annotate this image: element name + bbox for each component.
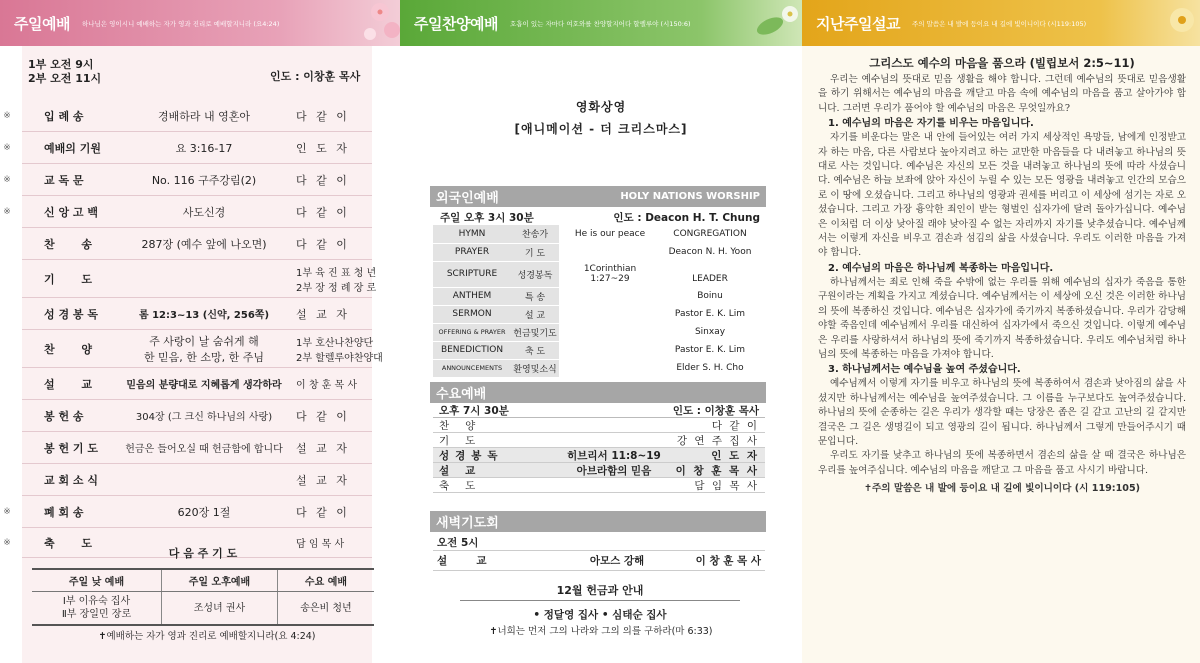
intl-right: Elder S. H. Cho bbox=[676, 363, 744, 373]
intl-left bbox=[562, 264, 658, 284]
banner-subtitle: 호흡이 있는 자마다 여호와를 찬양할지어다 할렐루야 (시150:6) bbox=[509, 19, 691, 28]
service-item bbox=[3, 132, 372, 164]
movie-notice bbox=[400, 96, 802, 140]
content-line: 287장 (예수 앞에 나오면) bbox=[141, 237, 267, 251]
service-item bbox=[22, 228, 372, 260]
footer-verse: ✝너희는 먼저 그의 나라와 그의 의를 구하라(마 6:33) bbox=[489, 626, 713, 637]
international-worship-info bbox=[440, 210, 760, 225]
intl-row bbox=[433, 287, 765, 305]
intl-detail bbox=[559, 323, 765, 341]
service-times bbox=[28, 58, 101, 86]
sermon-banner bbox=[802, 0, 1200, 46]
wednesday-worship-header bbox=[430, 382, 766, 403]
next-week-prayer-table bbox=[32, 568, 374, 626]
sunday-worship-banner bbox=[0, 0, 400, 46]
intl-left-line: He is our peace bbox=[574, 228, 646, 239]
person-line: 2부 장 정 례 장 로 bbox=[296, 282, 377, 294]
service-item-person bbox=[294, 108, 372, 124]
dawn-item: 설 교 bbox=[437, 555, 487, 567]
service-item-person bbox=[294, 264, 377, 294]
service-item-person bbox=[294, 334, 383, 364]
service-item bbox=[22, 464, 372, 496]
intl-item-en: SCRIPTURE bbox=[433, 261, 511, 287]
intl-item-en: PRAYER bbox=[433, 243, 511, 261]
prayer-cell: 송은비 청년 bbox=[277, 592, 374, 626]
service-item bbox=[22, 400, 372, 432]
section-title: 외국인예배 bbox=[436, 191, 499, 206]
sermon-intro: 우리는 예수님의 뜻대로 믿음 생활을 해야 합니다. 그런데 예수님의 뜻대로 믿음생활을 하기 위해서는 예수님의 마음을 깨닫고 마음 속에 예수님의 마음을 품고 살아가야 합니다. 그러면 우리가 품어야 할 예수님의 마음은 무엇일까요? bbox=[818, 74, 1186, 114]
wed-time: 오후 7시 30분 bbox=[439, 405, 509, 417]
person-line: 1부 육 진 표 청 년 bbox=[296, 267, 377, 279]
service-item-title: 입 례 송 bbox=[44, 109, 84, 123]
service-item-title: 예배의 기원 bbox=[44, 141, 101, 155]
person-line: 설 교 자 bbox=[296, 307, 350, 321]
service-item-title: 찬 양 bbox=[44, 342, 93, 356]
intl-detail bbox=[559, 305, 765, 323]
dawn-prayer-header bbox=[430, 511, 766, 532]
wed-person: 다 같 이 bbox=[711, 419, 759, 432]
prayer-header: 수요 예배 bbox=[277, 569, 374, 592]
service-item-person bbox=[294, 440, 372, 456]
sermon-paragraph-3: 예수님께서 이렇게 자기를 비우고 하나님의 뜻에 복종하여서 겸손과 낮아짐의 삶을 사셨지만 하나님께서는 예수님을 높여주셨습니다. 그 이름을 누구보다도 높여주셨습니다. 하나님의 뜻에 순종하는 길은 우리가 생각할 때는 당장은 좁은 길 같고 고난의 길 같지만 결국은 그 길은 생명길이 되고 영광의 길이 됩니다. 하나님께서 그렇게 만들어주시기 때문입니다. bbox=[818, 378, 1186, 447]
sermon-paragraph-4: 우리도 자기를 낮추고 하나님의 뜻에 복종하면서 겸손의 삶을 살 때 결국은 하나님은 우리를 높여주십니다. 예수님의 마음을 깨닫고 그 마음을 품고 사시기 바랍니다. bbox=[818, 450, 1186, 476]
praise-worship-banner bbox=[400, 0, 802, 46]
service-item-title: 찬 송 bbox=[44, 237, 93, 251]
content-line: 한 믿음, 한 소망, 한 주님 bbox=[143, 350, 265, 364]
intl-item-en: HYMN bbox=[433, 225, 511, 243]
intl-item-ko: 특 송 bbox=[511, 287, 559, 305]
sermon-paragraph-1: 자기를 비운다는 말은 내 안에 들어있는 여러 가지 세상적인 욕망들, 남에게 인정받고자 하는 마음, 다른 사람보다 높아지려고 하는 교만한 마음들을 다 내려놓고 하나님의 뜻대로 사는 것입니다. 예수님은 자신의 모든 것을 내려놓고 하나님의 뜻에 따라 사셨습니다. 예수님은 하늘 보좌에 앉아 자신이 누릴 수 있는 모든 영광을 내려놓고 인간의 모습으로 이 땅에 오셨습니다. 그리고 하나님의 영광과 권세를 버리고 이 세상에 섬기는 자로 오셨습니다. 그리고 가장 흉악한 죄인이 받는 형벌인 십자가에 달려 돌아가십니다. 예수님은 이처럼 더 이상 낮아질 래야 낮아질 수 없는 자리까지 자기를 낮추셨습니다. 예수님께서는 이렇게 자신을 비우고 겸손과 섬김의 삶을 사셨습니다. 우리도 이러한 마음을 가져야 합니다. bbox=[818, 132, 1186, 259]
prayer-name: Ⅱ부 장일민 장로 bbox=[61, 609, 132, 620]
service-item-person bbox=[294, 376, 372, 391]
service-item-title: 교 회 소 식 bbox=[44, 473, 98, 487]
offering-names: • 정달영 집사 • 심태순 집사 bbox=[533, 609, 667, 621]
intl-right: Pastor E. K. Lim bbox=[674, 309, 746, 319]
intl-row bbox=[433, 261, 765, 287]
international-worship-header bbox=[430, 186, 766, 207]
sermon-point-2: 2. 예수님의 마음은 하나님께 복종하는 마음입니다. bbox=[828, 262, 1054, 274]
wednesday-rows bbox=[433, 418, 765, 493]
intl-row bbox=[433, 341, 765, 359]
service-item-content bbox=[114, 108, 294, 124]
intl-row bbox=[433, 305, 765, 323]
service-item bbox=[22, 260, 377, 298]
service-item-title: 폐 회 송 bbox=[44, 505, 84, 519]
service-item-content bbox=[114, 440, 294, 455]
service-item-content bbox=[114, 236, 294, 252]
sermon-verse: ✝주의 말씀은 내 발에 등이요 내 길에 빛이니이다 (시 119:105) bbox=[863, 483, 1141, 495]
sermon-title: 그리스도 예수의 마음을 품으라 (빌립보서 2:5~11) bbox=[869, 56, 1135, 70]
offering-notice bbox=[460, 582, 740, 622]
wed-leader: 인도 : 이창훈 목사 bbox=[672, 405, 759, 417]
service-item-person bbox=[294, 306, 372, 322]
banner-subtitle: 하나님은 영이시니 예배하는 자가 영과 진리로 예배할지니라 (요4:24) bbox=[81, 19, 280, 28]
standing-mark: ※ bbox=[3, 206, 11, 217]
wednesday-worship bbox=[433, 403, 765, 493]
section-title: 수요예배 bbox=[436, 387, 487, 402]
service-item bbox=[3, 496, 372, 528]
service-item bbox=[3, 196, 372, 228]
intl-item-en: OFFERING & PRAYER bbox=[433, 323, 511, 341]
movie-subtitle: [애니메이션 - 더 크리스마스] bbox=[514, 122, 688, 136]
person-line: 설 교 자 bbox=[296, 441, 350, 455]
content-line: 롬 12:3~13 (신약, 256쪽) bbox=[138, 310, 270, 321]
person-line: 다 같 이 bbox=[296, 109, 350, 123]
sermon-text bbox=[818, 55, 1186, 497]
intl-left-line: 1:27~29 bbox=[590, 274, 630, 284]
service-item-person bbox=[294, 140, 372, 156]
service-leader: 인도 : 이창훈 목사 bbox=[270, 70, 361, 83]
service-item-title: 봉 헌 송 bbox=[44, 409, 84, 423]
content-line: 믿음의 분량대로 지혜롭게 생각하라 bbox=[126, 380, 282, 391]
service-item-title: 교 독 문 bbox=[44, 173, 84, 187]
service-item bbox=[22, 368, 372, 400]
service-item-content bbox=[114, 376, 294, 391]
service-item-person bbox=[294, 504, 372, 520]
leaf-flower-icon bbox=[732, 0, 802, 46]
intl-item-en: ANTHEM bbox=[433, 287, 511, 305]
intl-item-ko: 축 도 bbox=[511, 341, 559, 359]
wed-person: 인 도 자 bbox=[711, 449, 759, 462]
service-time-2: 2부 오전 11시 bbox=[28, 72, 102, 85]
wed-person: 강 연 주 집 사 bbox=[676, 434, 759, 447]
intl-detail bbox=[559, 287, 765, 305]
service-item-title: 기 도 bbox=[44, 272, 93, 286]
prayer-header: 주일 오후예배 bbox=[162, 569, 278, 592]
person-line: 다 같 이 bbox=[296, 409, 350, 423]
wed-person: 담 임 목 사 bbox=[694, 479, 759, 492]
wednesday-info bbox=[433, 403, 765, 418]
content-line: 사도신경 bbox=[182, 205, 226, 219]
standing-mark: ※ bbox=[3, 174, 11, 185]
prayer-name: Ⅰ부 이유숙 집사 bbox=[62, 596, 131, 607]
intl-right: LEADER bbox=[692, 274, 728, 284]
content-line: 304장 (그 크신 하나님의 사랑) bbox=[135, 412, 273, 423]
wed-content: 아브라함의 믿음 bbox=[576, 464, 652, 477]
intl-right: CONGREGATION bbox=[673, 228, 747, 239]
service-item-content bbox=[114, 204, 294, 220]
service-item-title: 축 도 bbox=[44, 536, 93, 550]
offering-title: 12월 헌금과 안내 bbox=[460, 582, 740, 601]
service-item-content bbox=[114, 172, 294, 188]
wed-row bbox=[433, 433, 765, 448]
person-line: 이 창 훈 목 사 bbox=[296, 380, 358, 391]
content-line: 620장 1절 bbox=[177, 505, 231, 519]
standing-mark: ※ bbox=[3, 537, 11, 548]
service-item-title: 신 앙 고 백 bbox=[44, 205, 98, 219]
standing-mark: ※ bbox=[3, 110, 11, 121]
movie-title: 영화상영 bbox=[575, 100, 627, 114]
standing-mark: ※ bbox=[3, 506, 11, 517]
service-item-person bbox=[294, 472, 372, 488]
person-line: 다 같 이 bbox=[296, 237, 350, 251]
wed-item: 성경봉독 bbox=[439, 449, 504, 462]
service-item-person bbox=[294, 408, 372, 424]
next-week-prayer-title: 다 음 주 기 도 bbox=[168, 547, 238, 560]
person-line: 2부 할렐루야찬양대 bbox=[296, 352, 383, 364]
wed-item: 축도 bbox=[439, 479, 492, 492]
intl-row bbox=[433, 359, 765, 377]
intl-item-en: ANNOUNCEMENTS bbox=[433, 359, 511, 377]
wed-content: 히브리서 11:8~19 bbox=[567, 449, 661, 462]
dawn-person: 이 창 훈 목 사 bbox=[695, 555, 761, 567]
prayer-cell bbox=[32, 592, 162, 626]
service-item-title: 성 경 봉 독 bbox=[44, 307, 98, 321]
intl-detail bbox=[559, 341, 765, 359]
person-line: 인 도 자 bbox=[296, 141, 350, 155]
wed-person: 이 창 훈 목 사 bbox=[675, 464, 759, 477]
intl-detail bbox=[559, 261, 765, 287]
wed-row bbox=[433, 418, 765, 433]
international-order-table bbox=[433, 225, 765, 378]
banner-title: 지난주일설교 bbox=[816, 14, 900, 33]
sermon-point-3: 3. 하나님께서는 예수님을 높여 주셨습니다. bbox=[828, 364, 1021, 376]
person-line: 1부 호산나찬양단 bbox=[296, 337, 374, 349]
sermon-paragraph-2: 하나님께서는 죄로 인해 죽을 수밖에 없는 우리를 위해 예수님의 십자가 죽음을 통한 구원이라는 계획을 가지고 계셨습니다. 예수님께서는 이 세상에 오신 것은 이러한 하나님의 뜻에 복종하신 것입니다. 예수님은 십자가에 죽기까지 복종하셨습니다. 우리가 감당해야할 죽음인데 예수님께서 우리를 대신하여 십자가에서 죽으신 것입니다. 이렇게 예수님은 우리를 사랑하셔서 하나님의 뜻에 죽기까지 복종하셨습니다. 우리도 예수님처럼 하나님의 뜻에 복종하는 마음을 가져야 합니다. bbox=[818, 276, 1186, 360]
service-item bbox=[3, 100, 372, 132]
dawn-time: 오전 5시 bbox=[433, 534, 765, 551]
intl-item-en: SERMON bbox=[433, 305, 511, 323]
section-title: 새벽기도회 bbox=[436, 516, 499, 531]
content-line: 경배하라 내 영혼아 bbox=[157, 109, 250, 123]
intl-detail bbox=[559, 359, 765, 377]
service-item-content bbox=[114, 140, 294, 156]
standing-mark: ※ bbox=[3, 142, 11, 153]
service-item bbox=[22, 432, 372, 464]
dawn-row bbox=[433, 551, 765, 571]
intl-row bbox=[433, 323, 765, 341]
intl-item-ko: 설 교 bbox=[511, 305, 559, 323]
intl-detail bbox=[559, 225, 765, 243]
intl-right: Boinu bbox=[697, 291, 723, 301]
content-line: 주 사랑이 날 숨쉬게 해 bbox=[149, 334, 259, 348]
intl-right: Sinxay bbox=[694, 327, 726, 337]
prayer-cell: 조성녀 권사 bbox=[162, 592, 278, 626]
dawn-prayer bbox=[433, 534, 765, 571]
person-line: 다 같 이 bbox=[296, 205, 350, 219]
intl-item-ko: 기 도 bbox=[511, 243, 559, 261]
service-item-person bbox=[294, 204, 372, 220]
wed-row bbox=[433, 478, 765, 493]
service-item-content bbox=[114, 504, 294, 520]
content-line: No. 116 구주강림(2) bbox=[151, 173, 257, 187]
person-line: 다 같 이 bbox=[296, 173, 350, 187]
intl-row bbox=[433, 243, 765, 261]
intl-item-ko: 찬송가 bbox=[511, 225, 559, 243]
intl-item-ko: 환영및소식 bbox=[511, 359, 559, 377]
person-line: 다 같 이 bbox=[296, 505, 350, 519]
service-time-1: 1부 오전 9시 bbox=[28, 58, 94, 71]
wed-item: 기도 bbox=[439, 434, 492, 447]
intl-right: Deacon N. H. Yoon bbox=[668, 247, 752, 257]
dawn-content: 아모스 강해 bbox=[589, 555, 645, 567]
intl-left-line: 1Corinthian bbox=[583, 264, 637, 274]
banner-title: 주일찬양예배 bbox=[414, 14, 498, 33]
intl-item-ko: 헌금및기도 bbox=[511, 323, 559, 341]
intl-item-ko: 성경봉독 bbox=[511, 261, 559, 287]
footer-verse: ✝예배하는 자가 영과 진리로 예배할지니라(요 4:24) bbox=[98, 631, 316, 642]
intl-right: Pastor E. K. Lim bbox=[674, 345, 746, 355]
intl-leader: 인도 : Deacon H. T. Chung bbox=[613, 212, 760, 224]
intl-left bbox=[562, 229, 658, 239]
service-item bbox=[22, 298, 372, 330]
service-item-title: 설 교 bbox=[44, 377, 93, 391]
intl-item-en: BENEDICTION bbox=[433, 341, 511, 359]
intl-row bbox=[433, 225, 765, 243]
content-line: 요 3:16-17 bbox=[175, 141, 233, 155]
service-item bbox=[3, 164, 372, 196]
person-line: 담 임 목 사 bbox=[296, 539, 345, 550]
flower-icon bbox=[1130, 0, 1200, 46]
service-item-content bbox=[114, 333, 294, 365]
section-title-en: HOLY NATIONS WORSHIP bbox=[620, 191, 760, 202]
content-line: 헌금은 들어오실 때 헌금함에 합니다 bbox=[125, 444, 283, 455]
service-item-person bbox=[294, 236, 372, 252]
order-of-service bbox=[3, 100, 383, 558]
service-item-title: 봉 헌 기 도 bbox=[44, 441, 98, 455]
banner-title: 주일예배 bbox=[14, 14, 70, 33]
intl-time: 주일 오후 3시 30분 bbox=[440, 212, 534, 224]
wed-row bbox=[433, 448, 765, 463]
service-item bbox=[22, 330, 383, 368]
person-line: 설 교 자 bbox=[296, 473, 350, 487]
intl-detail bbox=[559, 243, 765, 261]
wed-item: 설교 bbox=[439, 464, 492, 477]
service-item-content bbox=[114, 306, 294, 321]
banner-subtitle: 주의 말씀은 내 발에 등이요 내 길에 빛이니이다 (시119:105) bbox=[911, 19, 1087, 28]
service-item-content bbox=[114, 408, 294, 423]
prayer-header: 주일 낮 예배 bbox=[32, 569, 162, 592]
sermon-point-1: 1. 예수님의 마음은 자기를 비우는 마음입니다. bbox=[828, 118, 1034, 130]
service-item-person bbox=[294, 172, 372, 188]
wed-row bbox=[433, 463, 765, 478]
wed-item: 찬양 bbox=[439, 419, 492, 432]
blossom-icon bbox=[330, 0, 400, 46]
